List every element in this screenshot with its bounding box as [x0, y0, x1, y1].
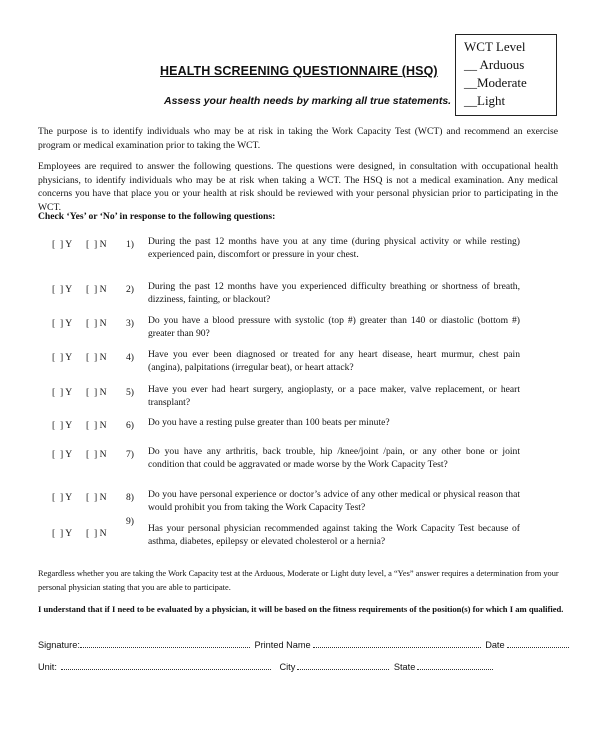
question-text: Has your personal physician recommended against taking the Work Capacity Test because of asthma, diabetes, epilepsy or elevated cholesterol or a hernia?: [148, 523, 520, 547]
question-text: Do you have a blood pressure with systolic (top #) greater than 140 or diastolic (bottom #) greater than 90?: [148, 315, 520, 339]
yes-checkbox[interactable]: [ ] Y: [52, 492, 73, 503]
question-row: [0, 383, 600, 413]
question-number: 8): [126, 492, 134, 503]
city-field[interactable]: [297, 660, 389, 670]
yes-checkbox[interactable]: [ ] Y: [52, 387, 73, 398]
yes-checkbox[interactable]: [ ] Y: [52, 352, 73, 363]
no-checkbox[interactable]: [ ] N: [86, 420, 107, 431]
state-field[interactable]: [417, 660, 493, 670]
printed-name-label: Printed Name: [254, 640, 311, 650]
wct-level-box: [455, 34, 557, 116]
no-checkbox[interactable]: [ ] N: [86, 318, 107, 329]
no-checkbox[interactable]: [ ] N: [86, 352, 107, 363]
question-text: Have you ever been diagnosed or treated for any heart disease, heart murmur, chest pain (angina), palpitations (irregular beat), or heart attack?: [148, 349, 520, 373]
question-text: During the past 12 months have you at any time (during physical activity or while resting) experienced pain, discomfort or pressure in your chest.: [148, 236, 520, 260]
question-number: 5): [126, 387, 134, 398]
yes-checkbox[interactable]: [ ] Y: [52, 528, 73, 539]
check-heading: Check ‘Yes’ or ‘No’ in response to the following questions:: [38, 211, 276, 222]
wct-option-moderate[interactable]: __Moderate: [464, 75, 527, 90]
question-row: [0, 314, 600, 344]
no-checkbox[interactable]: [ ] N: [86, 449, 107, 460]
question-number: 4): [126, 352, 134, 363]
question-text: Do you have personal experience or doctor’s advice of any other medical or physical reason that would prohibit you from taking the Work Capacity Test?: [148, 489, 520, 513]
signature-label: Signature:: [38, 640, 80, 650]
regardless-paragraph: Regardless whether you are taking the Work Capacity test at the Arduous, Moderate or Light duty level, a “Yes” answer requires a determination from your personal physician stating that you are able to participate.: [38, 569, 559, 592]
question-row: [0, 445, 600, 475]
page-subtitle: Assess your health needs by marking all true statements.: [164, 95, 452, 107]
question-text: During the past 12 months have you experienced difficulty breathing or shortness of breath, dizziness, fainting, or blackout?: [148, 281, 520, 305]
city-label: City: [279, 662, 296, 672]
question-number: 2): [126, 284, 134, 295]
question-text: Have you ever had heart surgery, angioplasty, or a pace maker, valve replacement, or heart transplant?: [148, 384, 520, 408]
wct-option-arduous[interactable]: __ Arduous: [464, 57, 525, 72]
yes-checkbox[interactable]: [ ] Y: [52, 318, 73, 329]
question-row: [0, 235, 600, 265]
question-number: 1): [126, 239, 134, 250]
question-number: 6): [126, 420, 134, 431]
state-label: State: [393, 662, 416, 672]
no-checkbox[interactable]: [ ] N: [86, 492, 107, 503]
question-row: [0, 280, 600, 310]
date-label: Date: [485, 640, 505, 650]
question-text: Do you have any arthritis, back trouble, hip /knee/joint /pain, or any other bone or joint condition that could be aggravated or made worse by the Work Capacity Test?: [148, 446, 520, 470]
purpose-paragraph: The purpose is to identify individuals who may be at risk in taking the Work Capacity Test (WCT) and recommend an exercise program or medical examination prior to taking the WCT.: [38, 126, 558, 151]
understand-statement: I understand that if I need to be evaluated by a physician, it will be based on the fitness requirements of the position(s) for which I am qualified.: [38, 604, 564, 614]
unit-row: [38, 660, 493, 672]
employees-paragraph: Employees are required to answer the following questions. The questions were designed, in consultation with occupational health physicians, to identify individuals who may be at risk when taking a WCT. The HSQ is not a medical examination. Any medical concerns you have that place you or your health at risk should be reviewed with your personal physician prior to participating in the WCT.: [38, 161, 558, 213]
unit-label: Unit:: [38, 662, 57, 672]
signature-row: [38, 638, 569, 650]
question-text: Do you have a resting pulse greater than 100 beats per minute?: [148, 417, 390, 428]
question-number: 3): [126, 318, 134, 329]
no-checkbox[interactable]: [ ] N: [86, 284, 107, 295]
wct-level-heading: WCT Level: [464, 39, 526, 54]
question-row: [0, 516, 600, 550]
date-field[interactable]: [507, 638, 569, 648]
no-checkbox[interactable]: [ ] N: [86, 528, 107, 539]
no-checkbox[interactable]: [ ] N: [86, 239, 107, 250]
yes-checkbox[interactable]: [ ] Y: [52, 420, 73, 431]
no-checkbox[interactable]: [ ] N: [86, 387, 107, 398]
wct-option-light[interactable]: __Light: [464, 93, 506, 108]
printed-name-field[interactable]: [313, 638, 481, 648]
yes-checkbox[interactable]: [ ] Y: [52, 449, 73, 460]
question-number: 9): [126, 516, 134, 527]
question-row: [0, 416, 600, 446]
yes-checkbox[interactable]: [ ] Y: [52, 284, 73, 295]
unit-field[interactable]: [61, 660, 271, 670]
question-number: 7): [126, 449, 134, 460]
question-row: [0, 348, 600, 378]
question-row: [0, 488, 600, 518]
signature-field[interactable]: [80, 638, 250, 648]
page-title: HEALTH SCREENING QUESTIONNAIRE (HSQ): [160, 64, 438, 78]
yes-checkbox[interactable]: [ ] Y: [52, 239, 73, 250]
